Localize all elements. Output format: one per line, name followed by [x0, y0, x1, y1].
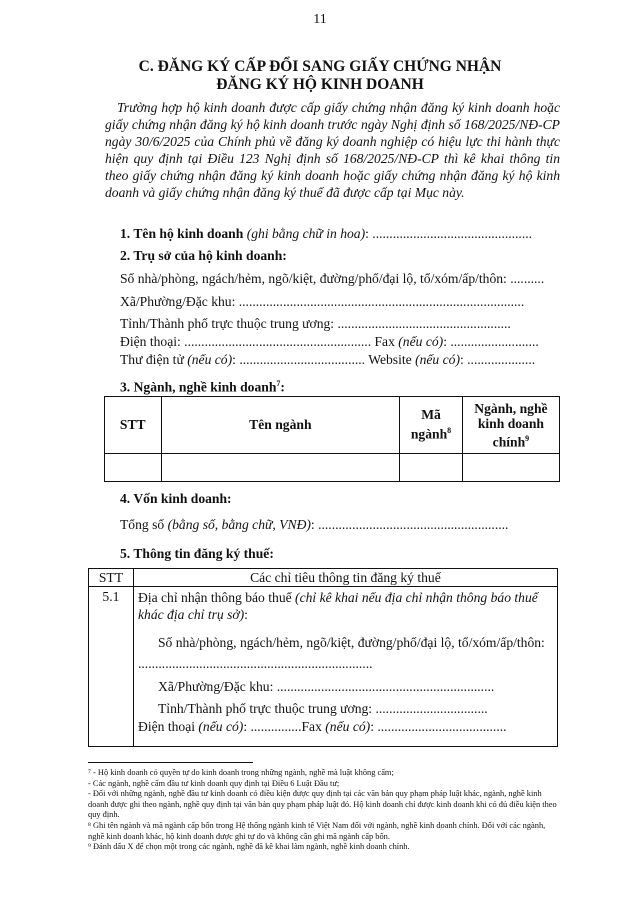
website-field[interactable]: : ....................: [459, 352, 536, 367]
title-line-1: C. ĐĂNG KÝ CẤP ĐỔI SANG GIẤY CHỨNG NHẬN: [138, 58, 502, 75]
section-title: [0, 58, 640, 94]
tax-province-field[interactable]: Tỉnh/Thành phố trực thuộc trung ương: .................................: [158, 701, 488, 716]
section-3-colon: :: [280, 379, 285, 395]
capital-label: Tổng số: [120, 517, 168, 532]
footnotes: [88, 768, 560, 853]
tax-fax-field[interactable]: : ......................................: [370, 719, 507, 734]
footnote-9-ref: 9: [525, 433, 530, 443]
section-1-field[interactable]: : ...............................................: [365, 226, 533, 241]
email-label: Thư điện tử: [120, 352, 188, 367]
email-website-line[interactable]: [120, 351, 560, 368]
tax-phone-fax-line[interactable]: [138, 718, 507, 735]
intro-paragraph: Trường hợp hộ kinh doanh được cấp giấy chứng nhận đăng ký kinh doanh hoặc giấy chứng nhận đăng ký hộ kinh doanh trước ngày Nghị định số 168/2025/NĐ-CP ngày 30/6/2025 của Chính phủ về đăng ký doanh nghiệp có hiệu lực thi hành thực hiện quy định tại Điều 123 Nghị định số 168/2025/NĐ-CP thì kê khai thông tin theo giấy chứng nhận đăng ký kinh doanh hoặc giấy chứng nhận đăng ký hộ kinh doanh và giấy chứng nhận đăng ký thuế đã được cấp tại Mục này.: [105, 100, 560, 200]
section-3-label: [120, 375, 560, 396]
cell-stt[interactable]: [105, 454, 162, 482]
section-1-hint: (ghi bằng chữ in hoa): [246, 226, 366, 241]
email-hint: (nếu có): [187, 352, 233, 367]
footnote-7a: ⁷ - Hộ kinh doanh có quyền tự do kinh doanh trong những ngành, nghề mà luật không cấm;: [88, 768, 394, 777]
footnote-7-ref: 7: [276, 379, 281, 388]
tax-address-label: Địa chỉ nhận thông báo thuế: [138, 590, 296, 605]
section-1-line: [120, 225, 560, 242]
tax-address-dots[interactable]: .....................................................................: [138, 656, 373, 671]
footnote-7c: - Đối với những ngành, nghề đầu tư kinh doanh có điều kiện được quy định tại các văn bản quy phạm pháp luật khác, ngành, nghề kinh doanh được ghi theo ngành, nghề quy định tại văn bản quy phạm pháp luật đó. Hộ kinh doanh chỉ được kinh doanh khi có đủ điều kiện theo quy định.: [88, 789, 557, 820]
business-lines-table: [104, 396, 560, 482]
tax-phone-hint: (nếu có): [198, 719, 244, 734]
tax-ward-field[interactable]: Xã/Phường/Đặc khu: ................................................................: [158, 679, 495, 694]
phone-field[interactable]: Điện thoại: ....................................................... Fax: [120, 334, 399, 349]
capital-hint: (bằng số, bằng chữ, VNĐ): [167, 517, 311, 532]
phone-fax-line[interactable]: [120, 333, 560, 350]
section-3-text: 3. Ngành, nghề kinh doanh: [120, 379, 277, 395]
tax-header-content: Các chỉ tiêu thông tin đăng ký thuế: [133, 569, 557, 587]
address-field[interactable]: Số nhà/phòng, ngách/hẻm, ngõ/kiệt, đường/phố/đại lộ, tổ/xóm/ấp/thôn: ..........: [120, 271, 545, 286]
table-header-row: [105, 397, 560, 454]
header-stt: STT: [105, 397, 162, 454]
section-4-label: 4. Vốn kinh doanh:: [120, 491, 232, 506]
header-main: [462, 397, 559, 454]
tax-phone-field[interactable]: : ...............Fax: [243, 719, 326, 734]
table-row[interactable]: [105, 454, 560, 482]
footnote-8: ⁸ Ghi tên ngành và mã ngành cấp bốn trong Hệ thống ngành kinh tế Việt Nam đối với ngành, nghề kinh doanh chính. Đối với các ngành, nghề kinh doanh khác, hộ kinh doanh được ghi tự do và không cần ghi mã ngành cấp bốn.: [88, 820, 546, 841]
tax-table-header-row: [89, 569, 558, 587]
footnote-7b: - Các ngành, nghề cấm đầu tư kinh doanh quy định tại Điều 6 Luật Đầu tư;: [88, 778, 340, 788]
footnote-9: ⁹ Đánh dấu X để chọn một trong các ngành, nghề đã kê khai làm ngành, nghề kinh doanh chính.: [88, 842, 410, 852]
section-1-label: 1. Tên hộ kinh doanh: [120, 226, 244, 241]
header-code-text: Mã ngành: [410, 407, 448, 442]
footnote-8-ref: 8: [447, 426, 452, 436]
tax-address-field[interactable]: Số nhà/phòng, ngách/hẻm, ngõ/kiệt, đường/phố/đại lộ, tổ/xóm/ấp/thôn:: [158, 635, 545, 650]
cell-main[interactable]: [462, 454, 559, 482]
email-field[interactable]: : ..................................... Website: [232, 352, 416, 367]
cell-code[interactable]: [400, 454, 463, 482]
tax-address-heading: [138, 589, 558, 623]
tax-fax-hint: (nếu có): [325, 719, 371, 734]
capital-line[interactable]: [120, 516, 560, 533]
title-line-2: ĐĂNG KÝ HỘ KINH DOANH: [216, 76, 424, 93]
section-2-label: 2. Trụ sở của hộ kinh doanh:: [120, 248, 287, 263]
section-5-label: 5. Thông tin đăng ký thuế:: [120, 546, 274, 561]
fax-field[interactable]: : ..........................: [443, 334, 539, 349]
cell-name[interactable]: [161, 454, 400, 482]
tax-address-hint: (chỉ kê khai nếu địa chỉ nhận thông báo thuế khác địa chỉ trụ sở): [138, 590, 538, 622]
page-number: 11: [313, 12, 327, 27]
province-field[interactable]: Tỉnh/Thành phố trực thuộc trung ương: ...................................................: [120, 316, 511, 331]
header-main-text: Ngành, nghề kinh doanh chính: [474, 400, 548, 450]
tax-row-stt: 5.1: [89, 587, 134, 747]
header-code: [400, 397, 463, 454]
footnote-divider: [88, 762, 253, 763]
website-hint: (nếu có): [415, 352, 460, 367]
capital-field[interactable]: : ........................................................: [310, 517, 509, 532]
fax-hint: (nếu có): [398, 334, 444, 349]
ward-field[interactable]: Xã/Phường/Đặc khu: ....................................................................................: [120, 294, 525, 309]
tax-phone-label: Điện thoại: [138, 719, 199, 734]
header-name: Tên ngành: [161, 397, 400, 454]
tax-address-colon: :: [244, 607, 248, 622]
tax-header-stt: STT: [89, 569, 134, 587]
